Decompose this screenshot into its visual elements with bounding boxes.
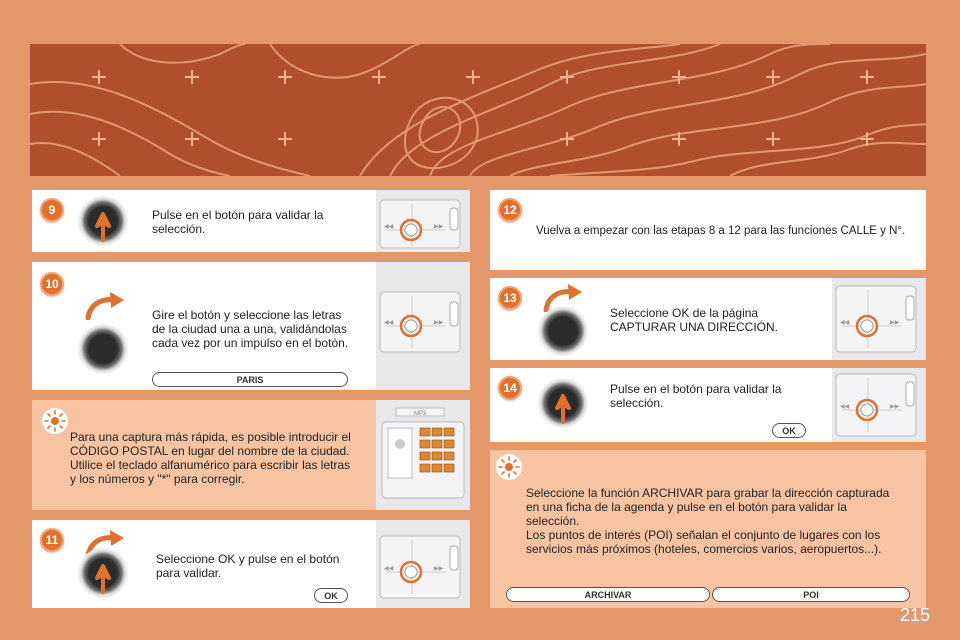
knob-push-icon xyxy=(78,548,128,598)
svg-text:▶▶: ▶▶ xyxy=(434,224,444,230)
step-14-badge: 14 xyxy=(498,376,522,400)
svg-text:◀◀: ◀◀ xyxy=(384,320,394,326)
tip-postal-code-card xyxy=(32,400,470,510)
step-11-card xyxy=(32,520,470,608)
step-10-badge: 10 xyxy=(40,272,64,296)
step-9-text: Pulse en el botón para validar la selección. xyxy=(152,208,324,236)
step-11-control-panel xyxy=(376,520,470,608)
step-12-badge: 12 xyxy=(498,198,522,222)
knob-rotate-icon xyxy=(78,324,128,374)
svg-text:◀◀: ◀◀ xyxy=(840,320,850,326)
step-13-text: Seleccione OK de la página CAPTURAR UNA DIRECCIÓN. xyxy=(610,306,779,334)
svg-text:▶▶: ▶▶ xyxy=(434,566,444,572)
page-number: 215 xyxy=(899,605,930,625)
step-10-text: Gire el botón y seleccione las letras de la ciudad una a una, validándolas cada vez por un impulso en el botón. xyxy=(152,308,349,350)
step-12-card xyxy=(490,190,926,270)
tip-archive-card xyxy=(490,450,926,608)
step-14-text: Pulse en el botón para validar la selección. xyxy=(610,382,782,410)
tip-lightbulb-icon xyxy=(496,454,522,480)
step-10-card xyxy=(32,262,470,390)
archive-button[interactable]: ARCHIVAR xyxy=(506,587,710,602)
step-9-control-panel xyxy=(376,190,470,252)
step-14-card xyxy=(490,368,926,442)
step-13-badge: 13 xyxy=(498,286,522,310)
step-9-badge: 9 xyxy=(40,198,64,222)
svg-text:◀◀: ◀◀ xyxy=(384,224,394,230)
svg-text:◀◀: ◀◀ xyxy=(384,566,394,572)
step-9-card xyxy=(32,190,470,252)
step-13-card xyxy=(490,278,926,360)
step-10-control-panel xyxy=(376,262,470,390)
poi-button[interactable]: POI xyxy=(712,587,910,602)
knob-rotate-icon xyxy=(538,306,588,356)
ok-button[interactable]: OK xyxy=(314,588,348,603)
ok-button[interactable]: OK xyxy=(772,423,806,438)
rotate-arrow-icon xyxy=(84,290,126,320)
step-12-text: Vuelva a empezar con las etapas 8 a 12 para las funciones CALLE y N°. xyxy=(536,225,906,237)
svg-text:▶▶: ▶▶ xyxy=(434,320,444,326)
svg-text:▶▶: ▶▶ xyxy=(890,320,900,326)
knob-push-icon xyxy=(538,378,588,428)
tip-archive-text: Seleccione la función ARCHIVAR para grabar la dirección capturada en una ficha de la agenda y pulse en el botón para validar la selección. Los puntos de interés (POI) señalan el conjunto de lugares con los servicios más próximos (hoteles, comercios varios, aeropuertos...). xyxy=(526,486,890,556)
header-banner xyxy=(30,44,926,176)
step-11-badge: 11 xyxy=(40,528,64,552)
svg-text:◀◀: ◀◀ xyxy=(840,404,850,410)
city-name-field: PARIS xyxy=(152,372,348,387)
tip-lightbulb-icon xyxy=(42,408,68,434)
tip-postal-code-text: Para una captura más rápida, es posible introducir el CÓDIGO POSTAL en lugar del nombre de la ciudad. Utilice el teclado alfanumérico para escribir las letras y los números y "*" para corregir. xyxy=(70,430,351,486)
knob-push-icon xyxy=(78,196,128,246)
keypad-panel xyxy=(376,400,470,510)
step-11-text: Seleccione OK y pulse en el botón para validar. xyxy=(156,552,340,580)
keypad-panel-label: MP3 xyxy=(414,411,427,417)
svg-text:▶▶: ▶▶ xyxy=(890,404,900,410)
step-13-control-panel xyxy=(832,278,926,360)
step-14-control-panel xyxy=(832,368,926,442)
